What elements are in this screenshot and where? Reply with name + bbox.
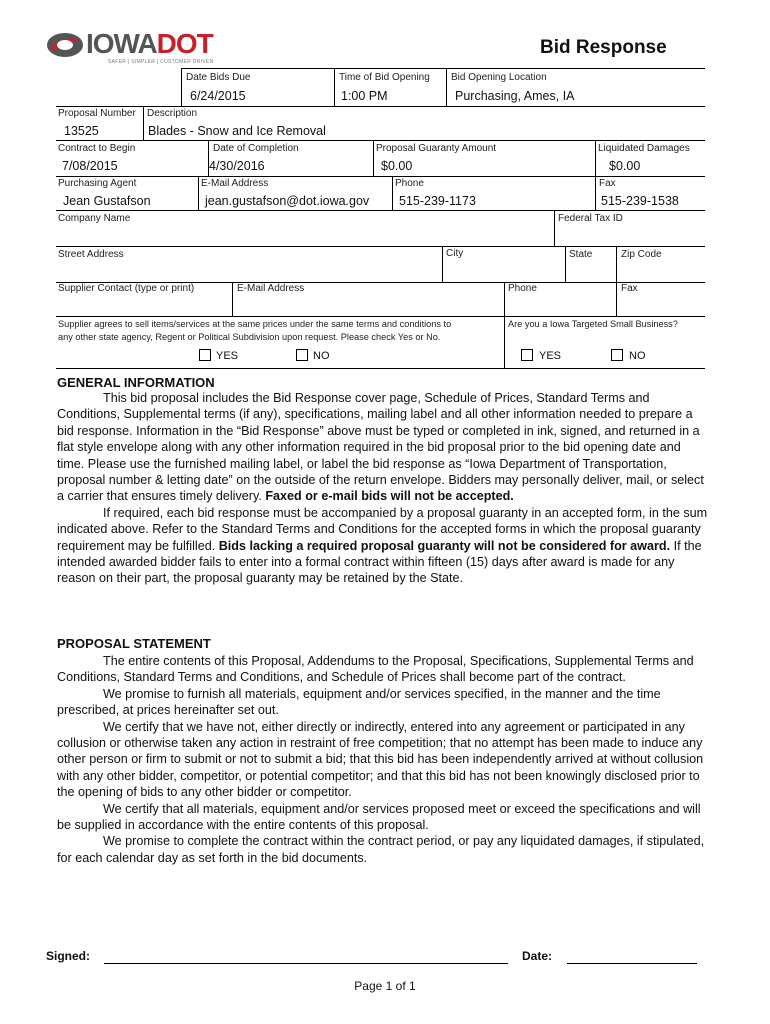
rule bbox=[56, 246, 705, 247]
fax-value[interactable]: 515-239-1538 bbox=[601, 194, 679, 208]
proposal-statement-paragraph-3: We certify that we have not, either directly or indirectly, entered into any agreement or participated in any collusion or otherwise taken any action in restraint of free competition; that no attempt has been made to induce any other person or firm to submit or not to submit a bid; that this bid has been independently arrived at without collusion with any other bidder, competitor, or potential competitor; and that this bid has not been knowingly disclosed prior to the opening of bids to any other bidder or competitor. bbox=[57, 719, 704, 800]
proposal-statement-paragraph-1: The entire contents of this Proposal, Addendums to the Proposal, Specifications, Supplemental Terms and Conditions, Standard Terms and Conditions, and Schedule of Prices shall become part of the contract. bbox=[57, 654, 694, 685]
targeted-yes-label: YES bbox=[539, 350, 562, 362]
rule bbox=[373, 140, 374, 176]
rule bbox=[392, 176, 393, 210]
rule bbox=[595, 176, 596, 210]
purchasing-agent-label: Purchasing Agent bbox=[58, 178, 137, 189]
federal-tax-id-label: Federal Tax ID bbox=[558, 213, 623, 224]
email-label: E-Mail Address bbox=[201, 178, 269, 189]
rule bbox=[565, 246, 566, 282]
bid-opening-location-value: Purchasing, Ames, IA bbox=[455, 89, 575, 103]
company-name-label: Company Name bbox=[58, 213, 131, 224]
rule bbox=[504, 316, 505, 368]
logo-tagline: SAFER | SIMPLER | CUSTOMER DRIVEN bbox=[108, 59, 214, 65]
rule bbox=[616, 246, 617, 282]
city-label: City bbox=[446, 248, 464, 259]
date-bids-due-label: Date Bids Due bbox=[186, 72, 251, 83]
rule bbox=[504, 282, 505, 316]
supplier-fax-label: Fax bbox=[621, 283, 638, 294]
rule bbox=[56, 210, 705, 211]
agree-no-label: NO bbox=[313, 350, 330, 362]
logo-swoosh-icon bbox=[46, 32, 84, 58]
liquidated-damages-value[interactable]: $0.00 bbox=[609, 159, 641, 173]
proposal-statement-paragraph-2: We promise to furnish all materials, equipment and/or services specified, in the manner and the time prescribed, at prices hereinafter set out. bbox=[57, 686, 661, 718]
proposal-statement-paragraph-4: We certify that all materials, equipment and/or services proposed meet or exceed the specifications and will be supplied in accordance with the entire contents of this proposal. bbox=[57, 801, 701, 833]
liquidated-damages-label: Liquidated Damages bbox=[598, 143, 690, 154]
supplier-fax-field[interactable] bbox=[621, 296, 703, 314]
state-label: State bbox=[569, 249, 593, 260]
rule bbox=[56, 316, 705, 317]
rule bbox=[56, 368, 705, 369]
rule bbox=[143, 106, 144, 140]
date-of-completion-label: Date of Completion bbox=[213, 143, 299, 154]
bid-opening-location-label: Bid Opening Location bbox=[451, 72, 547, 83]
page-number: Page 1 of 1 bbox=[354, 979, 416, 993]
rule bbox=[56, 176, 705, 177]
contract-to-begin-value[interactable]: 7/08/2015 bbox=[62, 159, 118, 173]
proposal-guaranty-value[interactable]: $0.00 bbox=[381, 159, 413, 173]
description-label: Description bbox=[147, 108, 198, 119]
signed-label: Signed: bbox=[46, 949, 90, 963]
proposal-number-label: Proposal Number bbox=[58, 108, 136, 119]
date-label: Date: bbox=[522, 949, 553, 963]
phone-value[interactable]: 515-239-1173 bbox=[399, 194, 476, 208]
agreement-text-line-1: Supplier agrees to sell items/services at the same prices under the same terms and conditions to bbox=[58, 319, 452, 329]
rule bbox=[616, 282, 617, 316]
street-address-label: Street Address bbox=[58, 249, 124, 260]
proposal-number-value[interactable]: 13525 bbox=[64, 124, 99, 138]
agree-no-checkbox[interactable] bbox=[296, 349, 308, 361]
city-field[interactable] bbox=[446, 262, 561, 280]
general-information-paragraph-2: If required, each bid response must be accompanied by a proposal guaranty in an accepted form, in the sum indicated above. Refer to the Standard Terms and Conditions for the accepted forms in which the proposal guaranty requirement may be fulfilled. Bids lacking a required proposal guaranty will not be considered for award. If the intended awarded bidder fails to enter into a formal contract within fifteen (15) days after award is made for any reason on their part, the proposal guaranty may be retained by the State. bbox=[57, 505, 708, 586]
company-name-field[interactable] bbox=[58, 226, 548, 244]
zip-field[interactable] bbox=[621, 262, 703, 280]
rule bbox=[56, 106, 705, 107]
supplier-contact-field[interactable] bbox=[58, 296, 228, 314]
street-address-field[interactable] bbox=[58, 262, 438, 280]
purchasing-agent-value[interactable]: Jean Gustafson bbox=[63, 194, 151, 208]
rule bbox=[181, 68, 705, 69]
page-title: Bid Response bbox=[540, 37, 667, 58]
rule bbox=[198, 176, 199, 210]
state-field[interactable] bbox=[569, 262, 613, 280]
federal-tax-id-field[interactable] bbox=[558, 226, 703, 244]
supplier-phone-label: Phone bbox=[508, 283, 537, 294]
general-information-body bbox=[57, 390, 711, 587]
targeted-small-business-label: Are you a Iowa Targeted Small Business? bbox=[508, 319, 678, 329]
targeted-yes-checkbox[interactable] bbox=[521, 349, 533, 361]
rule bbox=[554, 210, 555, 246]
email-value[interactable]: jean.gustafson@dot.iowa.gov bbox=[205, 194, 370, 208]
supplier-email-label: E-Mail Address bbox=[237, 283, 305, 294]
signature-line[interactable] bbox=[104, 963, 508, 964]
rule bbox=[56, 140, 705, 141]
supplier-email-field[interactable] bbox=[237, 296, 500, 314]
agree-yes-label: YES bbox=[216, 350, 239, 362]
proposal-statement-body bbox=[57, 653, 711, 866]
general-information-title: GENERAL INFORMATION bbox=[57, 375, 215, 390]
targeted-no-checkbox[interactable] bbox=[611, 349, 623, 361]
proposal-statement-title: PROPOSAL STATEMENT bbox=[57, 636, 211, 651]
zip-label: Zip Code bbox=[621, 249, 662, 260]
description-value[interactable]: Blades - Snow and Ice Removal bbox=[148, 124, 326, 138]
rule bbox=[232, 282, 233, 316]
iowa-dot-logo bbox=[46, 30, 226, 70]
supplier-contact-label: Supplier Contact (type or print) bbox=[58, 283, 195, 294]
rule bbox=[181, 68, 182, 106]
date-line[interactable] bbox=[567, 963, 697, 964]
agree-yes-checkbox[interactable] bbox=[199, 349, 211, 361]
logo-text: IOWADOT bbox=[86, 28, 213, 59]
agreement-text-line-2: any other state agency, Regent or Political Subdivision upon request. Please check Yes or No. bbox=[58, 332, 441, 342]
date-of-completion-value[interactable]: 4/30/2016 bbox=[209, 159, 265, 173]
rule bbox=[334, 68, 335, 106]
proposal-guaranty-label: Proposal Guaranty Amount bbox=[376, 143, 497, 154]
fax-label: Fax bbox=[599, 178, 616, 189]
date-bids-due-value: 6/24/2015 bbox=[190, 89, 246, 103]
time-of-bid-opening-label: Time of Bid Opening bbox=[339, 72, 430, 83]
rule bbox=[442, 246, 443, 282]
proposal-statement-paragraph-5: We promise to complete the contract within the contract period, or pay any liquidated damages, if stipulated, for each calendar day as set forth in the bid documents. bbox=[57, 834, 705, 865]
contract-to-begin-label: Contract to Begin bbox=[58, 143, 136, 154]
phone-label: Phone bbox=[395, 178, 424, 189]
supplier-phone-field[interactable] bbox=[508, 296, 612, 314]
time-of-bid-opening-value: 1:00 PM bbox=[341, 89, 388, 103]
targeted-no-label: NO bbox=[629, 350, 646, 362]
rule bbox=[446, 68, 447, 106]
general-information-paragraph-1: This bid proposal includes the Bid Response cover page, Schedule of Prices, Standard Terms and Conditions, Supplemental terms (if any), specifications, mailing label and all other information needed to prepare a bid response. Information in the “Bid Response” above must be typed or completed in ink, signed, and returned in a flat style envelope along with any other information required in the bid proposal prior to the bid opening date and time. Please use the furnished mailing label, or label the bid response as “Iowa Department of Transportation, proposal number & letting date” on the outside of the return envelope. Bidders may personally deliver, mail, or select a carrier that ensures timely delivery. Faxed or e-mail bids will not be accepted. bbox=[57, 391, 704, 504]
rule bbox=[595, 140, 596, 176]
